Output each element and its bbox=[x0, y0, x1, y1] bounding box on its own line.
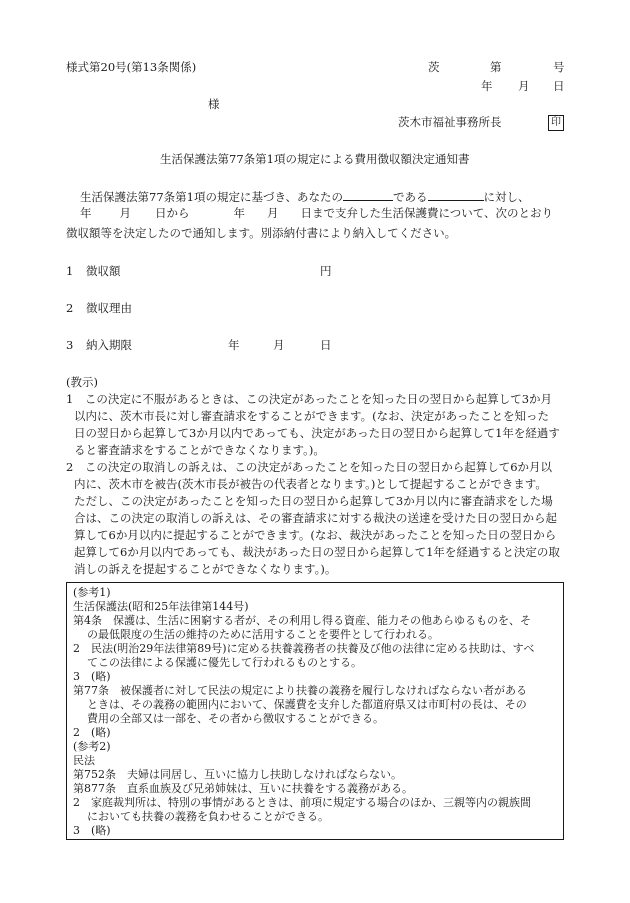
item-2-label: 徴収理由 bbox=[86, 301, 132, 315]
ref-line: (参考2) bbox=[73, 740, 111, 753]
ref-line: 2 家庭裁判所は、特別の事情があるときは、前項に規定する場合のほか、三親等内の親族間 bbox=[73, 796, 531, 809]
ref-line: てこの法律による保護に優先して行われるものとする。 bbox=[87, 656, 362, 669]
form-number: 様式第20号(第13条関係) bbox=[66, 60, 197, 74]
notice-line: 1 この決定に不服があるときは、この決定があったことを知った日の翌日から起算して3か月 bbox=[66, 392, 553, 406]
seal-mark: 印 bbox=[548, 115, 564, 131]
to-year: 年 bbox=[233, 206, 245, 220]
ref-line: 第4条 保護は、生活に困窮する者が、その利用し得る資産、能力その他あらゆるものを、そ bbox=[73, 614, 531, 627]
ref-line: 2 民法(明治29年法律第89号)に定める扶養義務者の扶養及び他の法律に定める扶助は、すべ bbox=[73, 642, 535, 655]
item-1-num: 1 bbox=[66, 264, 74, 278]
notice-line: ると審査請求をすることができなくなります。)。 bbox=[74, 443, 325, 457]
issuer-name: 茨木市福祉事務所長 bbox=[398, 115, 502, 129]
ref-line: 第752条 夫婦は同居し、互いに協力し扶助しなければならない。 bbox=[73, 768, 402, 781]
to-month: 月 bbox=[267, 206, 279, 220]
ref-line: (参考1) bbox=[73, 586, 111, 599]
ref-line: 民法 bbox=[73, 754, 95, 767]
body-line-1 bbox=[80, 189, 530, 204]
ref-line: 第877条 直系血族及び兄弟姉妹は、互いに扶養をする義務がある。 bbox=[73, 782, 413, 795]
ref-prefix: 茨 bbox=[428, 60, 440, 74]
date-year: 年 bbox=[481, 79, 493, 93]
from-day: 日から bbox=[155, 206, 190, 220]
reference-box bbox=[66, 582, 564, 840]
body-line-1-a: 生活保護法第77条第1項の規定に基づき、あなたの bbox=[80, 190, 343, 204]
date-month: 月 bbox=[518, 79, 530, 93]
item-2-num: 2 bbox=[66, 301, 74, 315]
item-3-day: 日 bbox=[320, 338, 332, 352]
item-3-month: 月 bbox=[273, 338, 285, 352]
ref-line: ときは、その義務の範囲内において、保護費を支弁した都道府県又は市町村の長は、その bbox=[87, 698, 527, 711]
document-title: 生活保護法第77条第1項の規定による費用徴収額決定通知書 bbox=[160, 152, 470, 166]
ref-line: においても扶養の義務を負わせることができる。 bbox=[87, 810, 329, 823]
notice-line: 起算して6か月以内であっても、裁決があった日の翌日から起算して1年を経過すると決定の取 bbox=[74, 545, 560, 559]
blank-name bbox=[428, 189, 484, 201]
notice-heading: (教示) bbox=[66, 375, 98, 389]
body-line-3: 徴収額等を決定したので通知します。別添納付書により納入してください。 bbox=[66, 226, 457, 240]
notice-line: 以内に、茨木市長に対し審査請求をすることができます。(なお、決定があったことを知った bbox=[74, 409, 549, 423]
to-rest: 日まで支弁した生活保護費について、次のとおり bbox=[300, 206, 554, 220]
item-3-year: 年 bbox=[228, 338, 240, 352]
date-day: 日 bbox=[553, 79, 565, 93]
ref-line: 生活保護法(昭和25年法律第144号) bbox=[73, 600, 249, 613]
from-month: 月 bbox=[119, 206, 131, 220]
ref-line: の最低限度の生活の維持のために活用することを要件として行われる。 bbox=[87, 628, 439, 641]
ref-line: 第77条 被保護者に対して民法の規定により扶養の義務を履行しなければならない者がある bbox=[73, 684, 527, 697]
notice-line: 日の翌日から起算して3か月以内であっても、決定があった日の翌日から起算して1年を経過す bbox=[74, 426, 560, 440]
item-1-label: 徴収額 bbox=[86, 264, 121, 278]
ref-line: 3 (略) bbox=[73, 824, 111, 837]
item-1-suffix: 円 bbox=[320, 264, 332, 278]
addressee-suffix: 様 bbox=[208, 97, 220, 111]
notice-line: 2 この決定の取消しの訴えは、この決定があったことを知った日の翌日から起算して6か月以 bbox=[66, 460, 553, 474]
body-line-1-b: である bbox=[393, 190, 428, 204]
item-3-label: 納入期限 bbox=[86, 338, 132, 352]
body-line-2 bbox=[80, 208, 553, 220]
body-line-1-c: に対し、 bbox=[483, 190, 530, 204]
ref-line: 2 (略) bbox=[73, 726, 111, 739]
from-year: 年 bbox=[80, 206, 92, 220]
notice-line: 算して6か月以内に提起することができます。(なお、裁決があったことを知った日の翌日から bbox=[74, 528, 557, 542]
item-3-num: 3 bbox=[66, 338, 74, 352]
notice-line: ただし、この決定があったことを知った日の翌日から起算して3か月以内に審査請求をした場 bbox=[74, 494, 553, 508]
blank-relation bbox=[343, 189, 393, 201]
ref-line: 費用の全部又は一部を、その者から徴収することができる。 bbox=[87, 712, 384, 725]
ref-go: 号 bbox=[553, 60, 565, 74]
notice-line: 内に、茨木市を被告(茨木市長が被告の代表者となります。)として提起することができます。 bbox=[74, 477, 547, 491]
notice-line: 消しの訴えを提起することができなくなります。)。 bbox=[74, 562, 337, 576]
ref-dai: 第 bbox=[490, 60, 502, 74]
notice-line: 合は、この決定の取消しの訴えは、その審査請求に対する裁決の送達を受けた日の翌日から起 bbox=[74, 511, 557, 525]
ref-line: 3 (略) bbox=[73, 670, 111, 683]
